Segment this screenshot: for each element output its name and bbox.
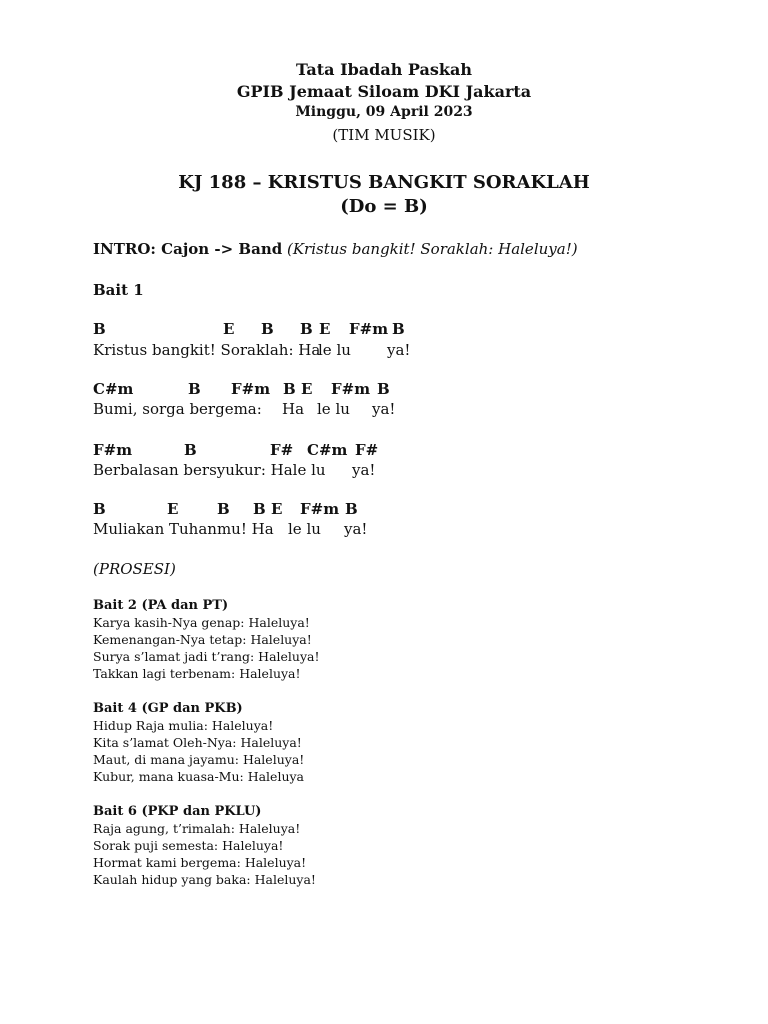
chord: F#m [349, 320, 389, 338]
chord: B [283, 380, 296, 398]
chord: E [271, 500, 283, 518]
chord: E [319, 320, 331, 338]
lyric: Kristus bangkit! Soraklah: Ha [93, 341, 321, 359]
lyric: Ha [282, 400, 305, 418]
song-key: (Do = B) [340, 196, 428, 217]
verse-line: Kita s’lamat Oleh-Nya: Haleluya! [93, 735, 302, 750]
lyric: le lu [318, 341, 351, 359]
verse-line: Raja agung, t’rimalah: Haleluya! [93, 821, 301, 836]
verse-line: Hidup Raja mulia: Haleluya! [93, 718, 274, 733]
song-title: KJ 188 – KRISTUS BANGKIT SORAKLAH [178, 172, 590, 193]
chord: B [261, 320, 274, 338]
chord: E [301, 380, 313, 398]
chord: B [93, 320, 106, 338]
chord: B [217, 500, 230, 518]
chord: B [184, 441, 197, 459]
chord: F#m [331, 380, 371, 398]
chord: F# [355, 441, 379, 459]
lyric: ya! [387, 341, 411, 359]
verse-line: Kubur, mana kuasa-Mu: Haleluya [93, 769, 305, 784]
header-team: (TIM MUSIK) [332, 126, 436, 144]
intro-note: (Kristus bangkit! Soraklah: Haleluya!) [282, 240, 578, 258]
verse-bait-6 [93, 804, 316, 889]
lyric: le lu [288, 520, 321, 538]
verse-title: Bait 4 (GP dan PKB) [93, 701, 243, 716]
lyric: ya! [352, 461, 376, 479]
verse-line: Karya kasih-Nya genap: Haleluya! [93, 615, 310, 630]
lyric: le lu [317, 400, 350, 418]
header-church: GPIB Jemaat Siloam DKI Jakarta [236, 82, 532, 101]
verse-line: Kemenangan-Nya tetap: Haleluya! [93, 632, 312, 647]
chord: F#m [300, 500, 340, 518]
chord: B [300, 320, 313, 338]
verse-line: Hormat kami bergema: Haleluya! [93, 855, 307, 870]
verse-line: Sorak puji semesta: Haleluya! [93, 838, 284, 853]
lyric: Berbalasan bersyukur: Hale lu [93, 461, 326, 479]
lyric: ya! [372, 400, 396, 418]
verse-line: Takkan lagi terbenam: Haleluya! [93, 666, 301, 681]
prosesi-note: (PROSESI) [93, 560, 176, 578]
bait1-title: Bait 1 [93, 281, 144, 299]
verse-title: Bait 6 (PKP dan PKLU) [93, 804, 262, 819]
chord: E [223, 320, 235, 338]
intro-label: INTRO: Cajon -> Band [93, 240, 283, 258]
chord: B [93, 500, 106, 518]
lyric: Bumi, sorga bergema: [93, 400, 262, 418]
verse-line: Maut, di mana jayamu: Haleluya! [93, 752, 305, 767]
header-date: Minggu, 09 April 2023 [295, 104, 473, 120]
verse-line: Surya s’lamat jadi t’rang: Haleluya! [93, 649, 320, 664]
verse-title: Bait 2 (PA dan PT) [93, 598, 229, 613]
chord: E [167, 500, 179, 518]
lyric: Muliakan Tuhanmu! Ha [93, 520, 274, 538]
chord: F#m [231, 380, 271, 398]
chord: F# [270, 441, 294, 459]
chord: B [253, 500, 266, 518]
chord: C#m [307, 441, 348, 459]
chord: F#m [93, 441, 133, 459]
chord: C#m [93, 380, 134, 398]
verse-line: Kaulah hidup yang baka: Haleluya! [93, 872, 316, 887]
chord: B [188, 380, 201, 398]
chord: B [392, 320, 405, 338]
verse-bait-4 [93, 701, 304, 786]
lyric: ya! [344, 520, 368, 538]
chord: B [345, 500, 358, 518]
intro-line [93, 240, 578, 258]
verse-bait-2 [93, 598, 320, 683]
header-title: Tata Ibadah Paskah [296, 60, 472, 79]
chord: B [377, 380, 390, 398]
